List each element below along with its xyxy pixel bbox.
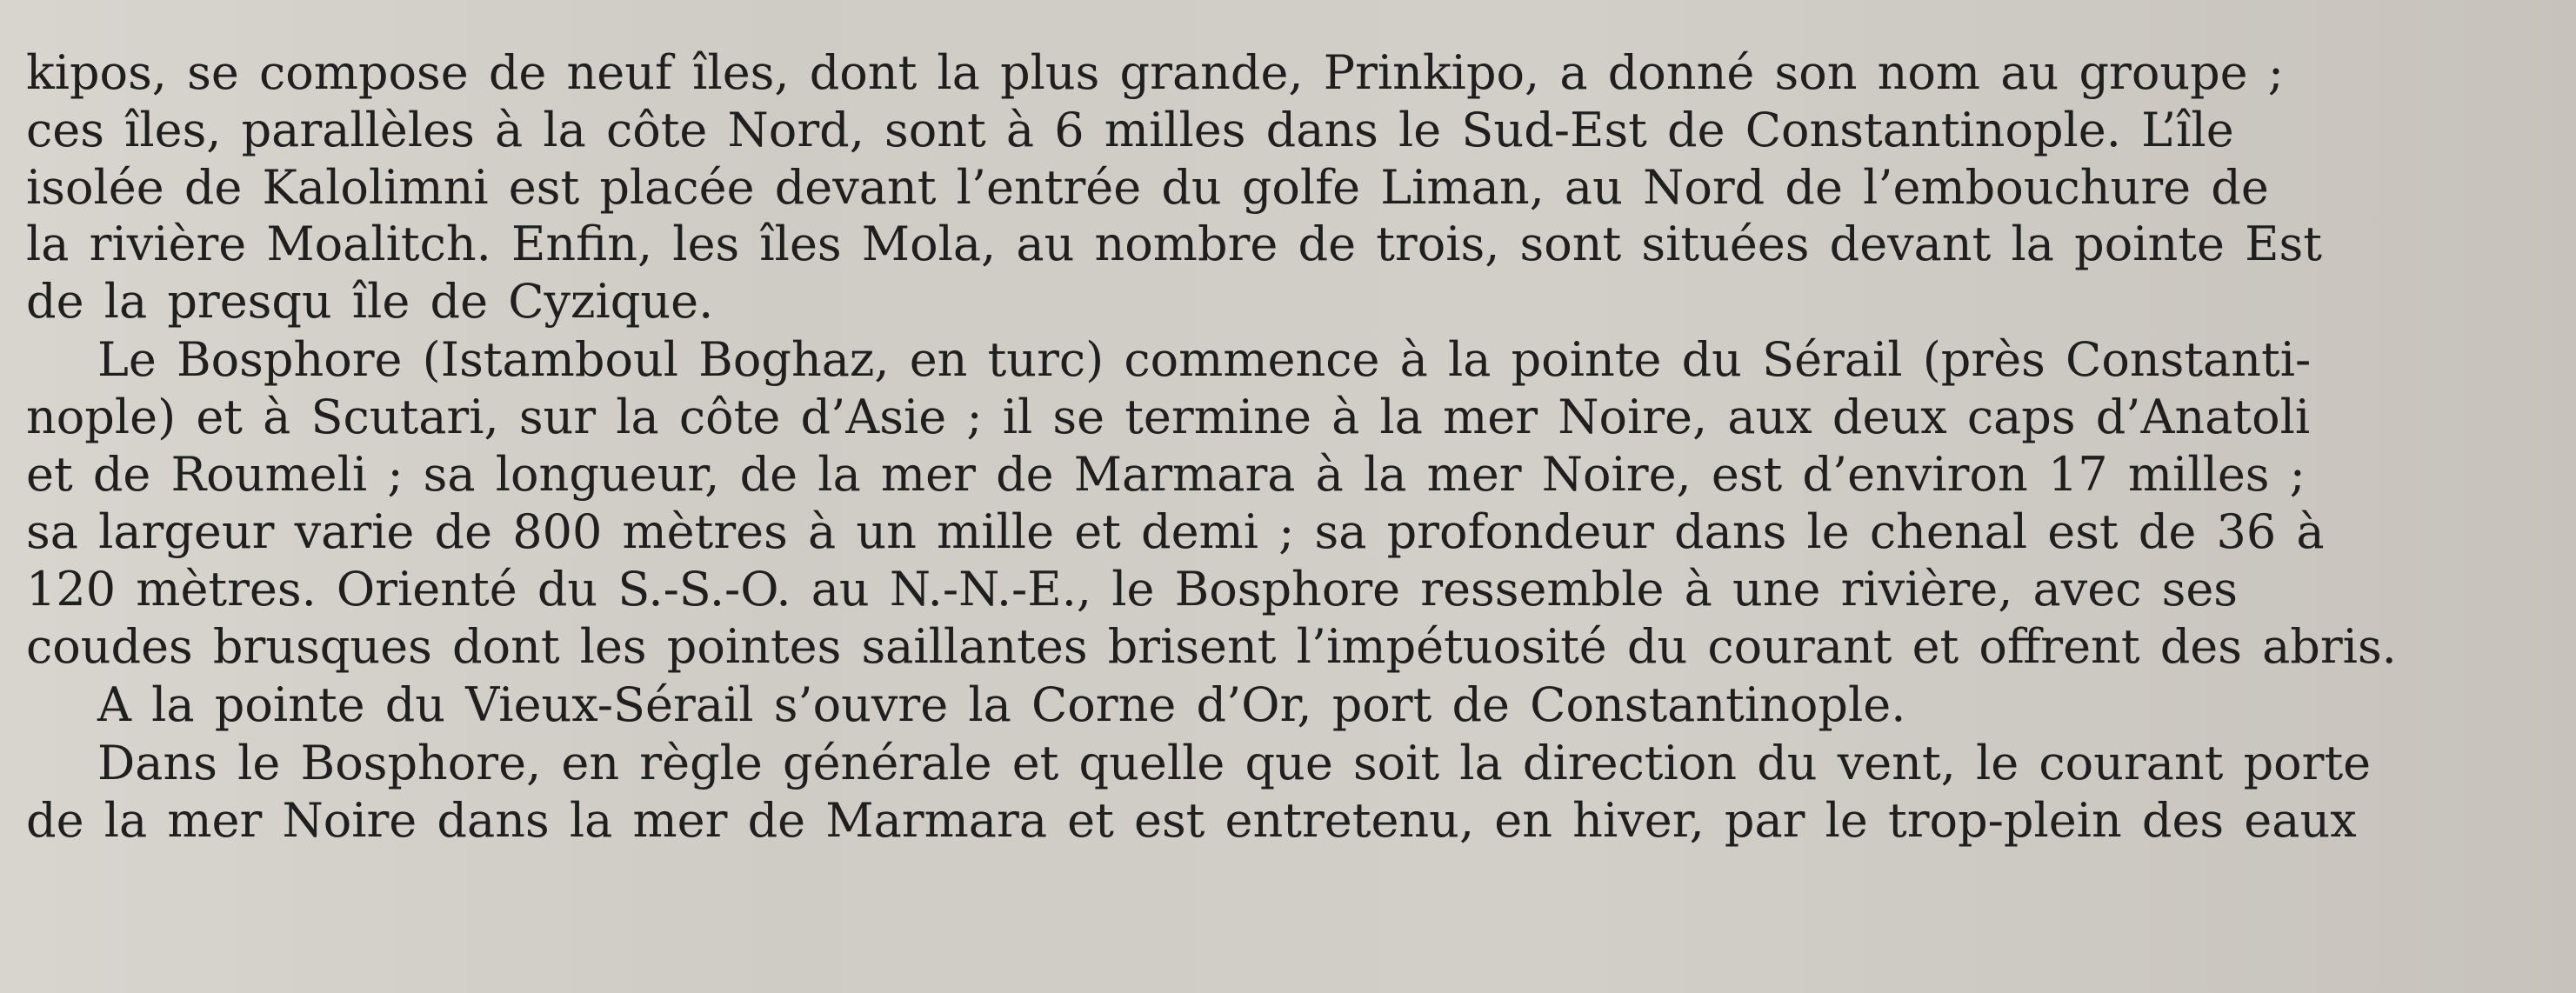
text-line-8: et de Roumeli ; sa longueur, de la mer de Marmara à la mer Noire, est d’environ 17 milles ; <box>26 447 2306 502</box>
text-line-14: de la mer Noire dans la mer de Marmara et est entretenu, en hiver, par le trop-plein des eaux <box>26 793 2357 848</box>
text-line-13: Dans le Bosphore, en règle générale et quelle que soit la direction du vent, le courant porte <box>97 736 2372 790</box>
text-line-2: ces îles, parallèles à la côte Nord, sont à 6 milles dans le Sud-Est de Constantinople. L’île <box>26 103 2234 157</box>
text-line-11: coudes brusques dont les pointes saillantes brisent l’impétuosité du courant et offrent des abris. <box>26 619 2397 674</box>
text-line-7: nople) et à Scutari, sur la côte d’Asie ; il se termine à la mer Noire, aux deux caps d’Anatoli <box>26 390 2311 444</box>
text-line-3: isolée de Kalolimni est placée devant l’entrée du golfe Liman, au Nord de l’embouchure de <box>26 160 2269 215</box>
text-line-6: Le Bosphore (Istamboul Boghaz, en turc) commence à la pointe du Sérail (près Constanti- <box>97 332 2312 387</box>
text-line-1: kipos, se compose de neuf îles, dont la plus grande, Prinkipo, a donné son nom au groupe ; <box>26 45 2284 100</box>
text-line-4: la rivière Moalitch. Enfin, les îles Mola, au nombre de trois, sont situées devant la pointe Est <box>26 217 2322 271</box>
text-line-9: sa largeur varie de 800 mètres à un mille et demi ; sa profondeur dans le chenal est de 36 à <box>26 504 2325 559</box>
text-line-12: A la pointe du Vieux-Sérail s’ouvre la Corne d’Or, port de Constantinople. <box>97 677 1906 732</box>
text-line-10: 120 mètres. Orienté du S.-S.-O. au N.-N.-E., le Bosphore ressemble à une rivière, avec ses <box>26 562 2239 616</box>
text-line-5: de la presqu île de Cyzique. <box>26 274 714 329</box>
